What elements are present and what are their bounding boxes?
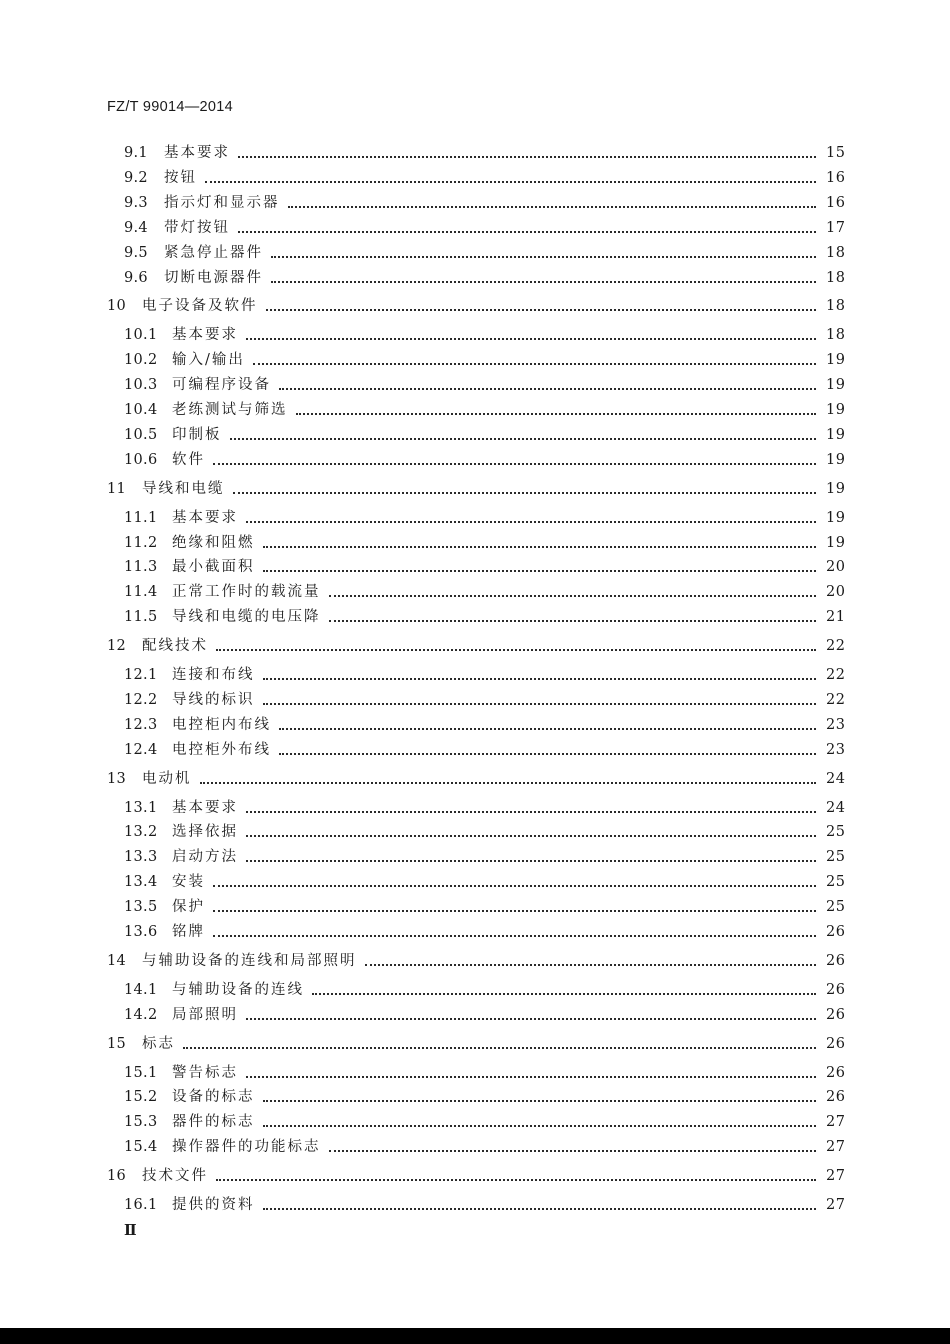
- toc-page-number: 20: [826, 559, 846, 576]
- toc-dot-leader: [213, 885, 816, 887]
- toc-section-row[interactable]: [0, 532, 950, 554]
- toc-entry-title: 器件的标志: [172, 1114, 255, 1131]
- toc-page-number: 26: [826, 1089, 846, 1106]
- toc-dot-leader: [329, 1150, 817, 1152]
- toc-entry-title: 带灯按钮: [164, 219, 230, 236]
- toc-entry-number: 13.3: [124, 849, 158, 866]
- toc-entry-number: 13: [107, 770, 127, 787]
- toc-section-row[interactable]: [0, 1136, 950, 1158]
- toc-section-row[interactable]: [0, 581, 950, 603]
- toc-entry-title: 警告标志: [172, 1064, 238, 1081]
- toc-page-number: 22: [826, 667, 846, 683]
- toc-dot-leader: [238, 156, 816, 158]
- toc-page-number: 16: [826, 194, 846, 211]
- toc-section-row[interactable]: [0, 1062, 950, 1084]
- toc-page-number: 20: [826, 584, 846, 601]
- toc-entry-number: 13.5: [124, 899, 158, 916]
- toc-section-row[interactable]: [0, 192, 950, 214]
- toc-entry-title: 导线和电缆的电压降: [172, 609, 321, 626]
- toc-section-row[interactable]: [0, 324, 950, 346]
- toc-page-number: 25: [826, 874, 846, 891]
- toc-entry-title: 基本要求: [172, 799, 238, 816]
- toc-entry-number: 12.1: [124, 667, 158, 683]
- toc-page-number: 25: [826, 899, 846, 916]
- toc-entry-number: 15.1: [124, 1064, 158, 1081]
- toc-entry-title: 可编程序设备: [172, 377, 271, 394]
- toc-dot-leader: [246, 338, 816, 340]
- toc-dot-leader: [205, 181, 816, 183]
- toc-entry-title: 正常工作时的载流量: [172, 584, 321, 601]
- toc-section-row[interactable]: [0, 821, 950, 843]
- toc-entry-number: 11.2: [124, 534, 158, 551]
- toc-page-number: 19: [826, 451, 846, 468]
- toc-entry-title: 绝缘和阻燃: [172, 534, 255, 551]
- toc-entry-number: 14.2: [124, 1006, 158, 1023]
- toc-dot-leader: [296, 413, 817, 415]
- toc-dot-leader: [246, 521, 816, 523]
- toc-entry-title: 安装: [172, 874, 205, 891]
- bottom-border: [0, 1328, 950, 1344]
- toc-page-number: 19: [826, 352, 846, 369]
- toc-dot-leader: [279, 388, 816, 390]
- toc-dot-leader: [263, 546, 817, 548]
- toc-section-row[interactable]: [0, 797, 950, 819]
- toc-page-number: 21: [826, 609, 846, 626]
- toc-page-number: 18: [826, 244, 846, 261]
- toc-dot-leader: [271, 281, 816, 283]
- toc-page-number: 24: [826, 799, 846, 816]
- toc-entry-title: 导线和电缆: [142, 480, 225, 497]
- toc-entry-title: 老练测试与筛选: [172, 402, 288, 418]
- toc-dot-leader: [246, 1076, 816, 1078]
- toc-page-number: 26: [826, 1035, 846, 1052]
- toc-page-number: 22: [826, 691, 846, 708]
- toc-dot-leader: [279, 728, 816, 730]
- toc-section-row[interactable]: [0, 846, 950, 868]
- toc-section-row[interactable]: [0, 1111, 950, 1133]
- toc-entry-number: 9.3: [124, 194, 148, 211]
- toc-section-row[interactable]: [0, 1194, 950, 1216]
- toc-page-number: 25: [826, 849, 846, 866]
- toc-entry-number: 16.1: [124, 1197, 158, 1213]
- toc-page-number: 25: [826, 824, 846, 841]
- toc-dot-leader: [329, 595, 817, 597]
- toc-page-number: 18: [826, 269, 846, 286]
- toc-chapter-row[interactable]: [0, 1033, 950, 1055]
- toc-chapter-row[interactable]: [0, 1165, 950, 1187]
- toc-section-row[interactable]: [0, 871, 950, 893]
- toc-dot-leader: [288, 206, 817, 208]
- toc-entry-title: 提供的资料: [172, 1197, 255, 1213]
- toc-page-number: 22: [826, 638, 846, 655]
- toc-dot-leader: [312, 993, 816, 995]
- toc-chapter-row[interactable]: [0, 295, 950, 317]
- toc-entry-number: 11.1: [124, 509, 158, 526]
- toc-entry-number: 10.2: [124, 352, 158, 369]
- toc-entry-number: 16: [107, 1168, 127, 1185]
- toc-entry-title: 与辅助设备的连线: [172, 981, 304, 998]
- toc-page-number: 27: [826, 1197, 846, 1213]
- toc-section-row[interactable]: [0, 921, 950, 943]
- toc-section-row[interactable]: [0, 556, 950, 578]
- toc-page-number: 17: [826, 219, 846, 236]
- toc-entry-title: 按钮: [164, 169, 197, 186]
- toc-dot-leader: [183, 1047, 816, 1049]
- toc-entry-title: 启动方法: [172, 849, 238, 866]
- toc-section-row[interactable]: [0, 267, 950, 289]
- toc-dot-leader: [329, 620, 817, 622]
- toc-dot-leader: [216, 1179, 816, 1181]
- toc-chapter-row[interactable]: [0, 635, 950, 657]
- toc-entry-number: 11.3: [124, 559, 158, 576]
- toc-entry-number: 10.1: [124, 327, 158, 344]
- toc-entry-title: 基本要求: [164, 145, 230, 161]
- toc-section-row[interactable]: [0, 399, 950, 421]
- toc-page-number: 27: [826, 1168, 846, 1185]
- toc-page-number: 19: [826, 480, 846, 497]
- toc-dot-leader: [263, 570, 817, 572]
- toc-entry-number: 9.4: [124, 219, 148, 236]
- toc-dot-leader: [263, 678, 817, 680]
- toc-entry-number: 10.4: [124, 402, 158, 418]
- toc-dot-leader: [213, 463, 816, 465]
- toc-dot-leader: [246, 860, 816, 862]
- toc-entry-number: 12.2: [124, 691, 158, 708]
- toc-entry-number: 15.4: [124, 1139, 158, 1156]
- toc-dot-leader: [233, 492, 817, 494]
- toc-entry-title: 电控柜内布线: [172, 716, 271, 733]
- toc-entry-number: 9.1: [124, 145, 148, 161]
- toc-page-number: 26: [826, 981, 846, 998]
- toc-page-number: 19: [826, 402, 846, 418]
- toc-page-number: 26: [826, 1006, 846, 1023]
- toc-page-number: 24: [826, 770, 846, 787]
- toc-entry-title: 电动机: [142, 770, 192, 787]
- toc-entry-title: 基本要求: [172, 509, 238, 526]
- toc-entry-number: 13.6: [124, 924, 158, 940]
- toc-page-number: 16: [826, 169, 846, 186]
- toc-entry-number: 12: [107, 638, 127, 655]
- toc-dot-leader: [213, 935, 816, 937]
- toc-section-row[interactable]: [0, 1086, 950, 1108]
- toc-section-row[interactable]: [0, 507, 950, 529]
- toc-dot-leader: [246, 1018, 816, 1020]
- toc-section-row[interactable]: [0, 739, 950, 761]
- toc-entry-title: 技术文件: [142, 1168, 208, 1185]
- toc-entry-number: 9.6: [124, 269, 148, 286]
- toc-entry-title: 配线技术: [142, 638, 208, 655]
- standard-code: FZ/T 99014—2014: [107, 99, 233, 115]
- toc-entry-title: 电子设备及软件: [142, 298, 258, 315]
- toc-section-row[interactable]: [0, 689, 950, 711]
- toc-dot-leader: [213, 910, 816, 912]
- toc-entry-title: 紧急停止器件: [164, 244, 263, 261]
- toc-section-row[interactable]: [0, 664, 950, 686]
- toc-page-number: 18: [826, 327, 846, 344]
- toc-section-row[interactable]: [0, 449, 950, 471]
- toc-dot-leader: [263, 1208, 817, 1210]
- toc-entry-title: 标志: [142, 1035, 175, 1052]
- toc-dot-leader: [238, 231, 816, 233]
- toc-dot-leader: [271, 256, 816, 258]
- toc-entry-title: 铭牌: [172, 924, 205, 940]
- toc-entry-number: 15.3: [124, 1114, 158, 1131]
- toc-entry-number: 15: [107, 1035, 127, 1052]
- toc-dot-leader: [230, 438, 817, 440]
- toc-entry-title: 保护: [172, 899, 205, 916]
- toc-section-row[interactable]: [0, 606, 950, 628]
- toc-entry-number: 11: [107, 480, 127, 497]
- toc-page-number: 27: [826, 1114, 846, 1131]
- toc-entry-number: 14.1: [124, 981, 158, 998]
- toc-chapter-row[interactable]: [0, 768, 950, 790]
- toc-section-row[interactable]: [0, 349, 950, 371]
- toc-page-number: 26: [826, 952, 846, 969]
- toc-chapter-row[interactable]: [0, 478, 950, 500]
- toc-entry-title: 导线的标识: [172, 691, 255, 708]
- toc-section-row[interactable]: [0, 896, 950, 918]
- toc-dot-leader: [200, 782, 817, 784]
- toc-section-row[interactable]: [0, 217, 950, 239]
- toc-entry-number: 13.1: [124, 799, 158, 816]
- toc-entry-number: 9.5: [124, 244, 148, 261]
- toc-entry-number: 12.4: [124, 741, 158, 758]
- toc-dot-leader: [266, 309, 817, 311]
- toc-entry-number: 15.2: [124, 1089, 158, 1106]
- toc-page-number: 23: [826, 741, 846, 758]
- toc-entry-number: 11.5: [124, 609, 158, 626]
- toc-page-number: 26: [826, 1064, 846, 1081]
- toc-dot-leader: [246, 835, 816, 837]
- page-number-footer: Ⅱ: [124, 1223, 137, 1239]
- toc-section-row[interactable]: [0, 1004, 950, 1026]
- toc-entry-title: 切断电源器件: [164, 269, 263, 286]
- toc-section-row[interactable]: [0, 374, 950, 396]
- toc-dot-leader: [365, 964, 817, 966]
- toc-page-number: 27: [826, 1139, 846, 1156]
- toc-section-row[interactable]: [0, 979, 950, 1001]
- toc-dot-leader: [263, 703, 817, 705]
- toc-dot-leader: [216, 649, 816, 651]
- toc-entry-title: 软件: [172, 451, 205, 468]
- toc-dot-leader: [263, 1125, 817, 1127]
- toc-entry-title: 电控柜外布线: [172, 741, 271, 758]
- toc-entry-title: 印制板: [172, 426, 222, 443]
- toc-entry-title: 连接和布线: [172, 667, 255, 683]
- toc-section-row[interactable]: [0, 714, 950, 736]
- toc-entry-number: 14: [107, 952, 127, 969]
- toc-entry-number: 12.3: [124, 716, 158, 733]
- toc-page-number: 19: [826, 377, 846, 394]
- toc-section-row[interactable]: [0, 242, 950, 264]
- toc-section-row[interactable]: [0, 167, 950, 189]
- toc-page-number: 23: [826, 716, 846, 733]
- toc-entry-title: 基本要求: [172, 327, 238, 344]
- toc-entry-number: 10.3: [124, 377, 158, 394]
- toc-dot-leader: [263, 1100, 817, 1102]
- toc-page-number: 18: [826, 298, 846, 315]
- toc-page-number: 26: [826, 924, 846, 940]
- toc-dot-leader: [246, 811, 816, 813]
- toc-entry-number: 13.4: [124, 874, 158, 891]
- toc-entry-number: 10.6: [124, 451, 158, 468]
- toc-page-number: 19: [826, 534, 846, 551]
- toc-dot-leader: [253, 363, 816, 365]
- toc-entry-title: 最小截面积: [172, 559, 255, 576]
- toc-entry-title: 输入/输出: [172, 352, 245, 369]
- toc-page-number: 15: [826, 145, 846, 161]
- toc-entry-title: 与辅助设备的连线和局部照明: [142, 952, 357, 969]
- toc-chapter-row[interactable]: [0, 950, 950, 972]
- toc-entry-number: 10.5: [124, 426, 158, 443]
- toc-section-row[interactable]: [0, 142, 950, 164]
- toc-entry-number: 13.2: [124, 824, 158, 841]
- toc-entry-number: 11.4: [124, 584, 158, 601]
- toc-entry-title: 局部照明: [172, 1006, 238, 1023]
- toc-entry-title: 设备的标志: [172, 1089, 255, 1106]
- toc-entry-number: 10: [107, 298, 127, 315]
- toc-entry-number: 9.2: [124, 169, 148, 186]
- toc-section-row[interactable]: [0, 424, 950, 446]
- toc-entry-title: 指示灯和显示器: [164, 194, 280, 211]
- toc-entry-title: 操作器件的功能标志: [172, 1139, 321, 1156]
- toc-page-number: 19: [826, 426, 846, 443]
- toc-entry-title: 选择依据: [172, 824, 238, 841]
- toc-dot-leader: [279, 753, 816, 755]
- toc-page-number: 19: [826, 509, 846, 526]
